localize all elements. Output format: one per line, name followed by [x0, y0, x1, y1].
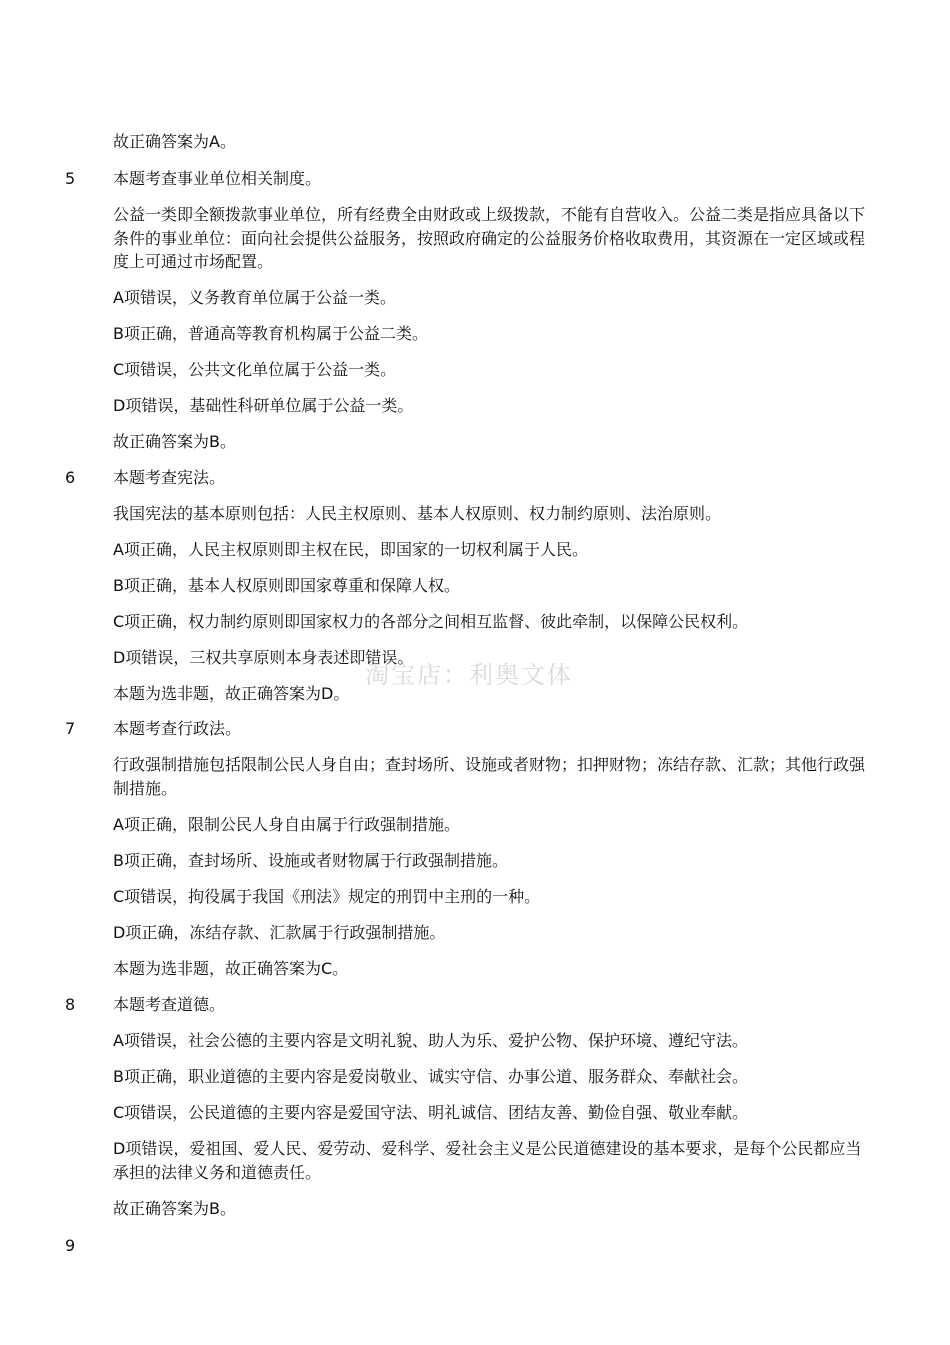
- q7-option-c: C项错误，拘役属于我国《刑法》规定的刑罚中主刑的一种。: [113, 887, 541, 906]
- q7-explanation: 行政强制措施包括限制公民人身自由；查封场所、设施或者财物；扣押财物；冻结存款、汇款；其他行政强制措施。: [113, 755, 866, 798]
- q5-explanation: 公益一类即全额拨款事业单位，所有经费全由财政或上级拨款，不能有自营收入。公益二类是指应具备以下条件的事业单位：面向社会提供公益服务，按照政府确定的公益服务价格收取费用，其资源在一定区域或程度上可通过市场配置。: [113, 205, 866, 271]
- q8-option-c: C项错误，公民道德的主要内容是爱国守法、明礼诚信、团结友善、勤俭自强、敬业奉献。: [113, 1103, 749, 1122]
- q7-option-b: B项正确，查封场所、设施或者财物属于行政强制措施。: [113, 851, 508, 870]
- q9-number: 9: [65, 1236, 76, 1255]
- q5-option-c: C项错误，公共文化单位属于公益一类。: [113, 360, 397, 379]
- q8-conclusion: 故正确答案为B。: [113, 1199, 236, 1218]
- q6-explanation: 我国宪法的基本原则包括：人民主权原则、基本人权原则、权力制约原则、法治原则。: [113, 504, 722, 523]
- q5-option-a: A项错误，义务教育单位属于公益一类。: [113, 288, 396, 307]
- q6-topic: 本题考查宪法。: [113, 468, 226, 487]
- q6-option-a: A项正确，人民主权原则即主权在民，即国家的一切权利属于人民。: [113, 540, 588, 559]
- q7-option-a: A项正确，限制公民人身自由属于行政强制措施。: [113, 815, 460, 834]
- q5-topic: 本题考查事业单位相关制度。: [113, 169, 322, 188]
- q6-option-b: B项正确，基本人权原则即国家尊重和保障人权。: [113, 576, 460, 595]
- q5-number: 5: [65, 169, 76, 188]
- q6-option-c: C项正确，权力制约原则即国家权力的各部分之间相互监督、彼此牵制，以保障公民权利。: [113, 612, 749, 631]
- q5-conclusion: 故正确答案为B。: [113, 432, 236, 451]
- q8-option-a: A项错误，社会公德的主要内容是文明礼貌、助人为乐、爱护公物、保护环境、遵纪守法。: [113, 1031, 748, 1050]
- q8-number: 8: [65, 995, 76, 1014]
- q8-topic: 本题考查道德。: [113, 995, 226, 1014]
- q6-conclusion: 本题为选非题，故正确答案为D。: [113, 684, 350, 703]
- watermark: 淘宝店：利奥文体: [365, 661, 573, 689]
- q7-conclusion: 本题为选非题，故正确答案为C。: [113, 959, 349, 978]
- q8-option-b: B项正确，职业道德的主要内容是爱岗敬业、诚实守信、办事公道、服务群众、奉献社会。: [113, 1067, 748, 1086]
- q8-option-d: D项错误，爱祖国、爱人民、爱劳动、爱科学、爱社会主义是公民道德建设的基本要求，是每个公民都应当承担的法律义务和道德责任。: [113, 1139, 862, 1182]
- q7-option-d: D项正确，冻结存款、汇款属于行政强制措施。: [113, 923, 446, 942]
- q5-option-b: B项正确，普通高等教育机构属于公益二类。: [113, 324, 428, 343]
- q6-option-d: D项错误，三权共享原则本身表述即错误。: [113, 648, 414, 667]
- q7-number: 7: [65, 719, 76, 738]
- q6-number: 6: [65, 468, 76, 487]
- q5-option-d: D项错误，基础性科研单位属于公益一类。: [113, 396, 414, 415]
- q7-topic: 本题考查行政法。: [113, 719, 242, 738]
- q4-conclusion: 故正确答案为A。: [113, 132, 236, 151]
